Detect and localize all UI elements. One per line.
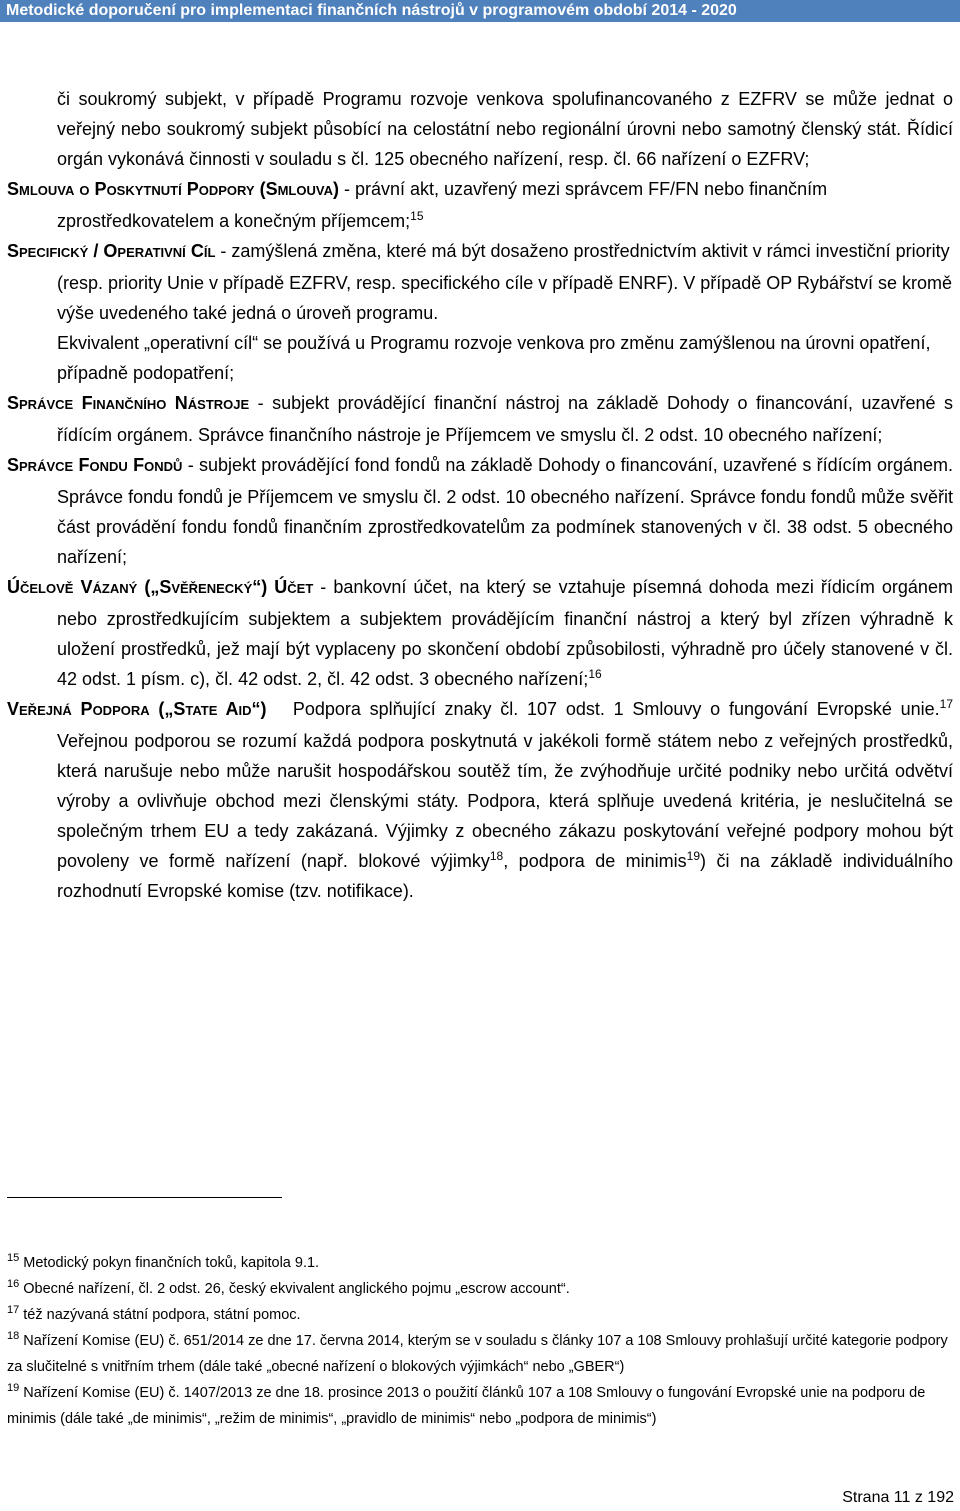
- footnote-ref-18: 18: [489, 849, 504, 863]
- entry-smlouva: SMLOUVA O POSKYTNUTÍ PODPORY (SMLOUVA) - právní akt, uzavřený mezi správcem FF/FN nebo finančním zprostředkovatelem a konečným příjemcem;$^{15}$: [7, 179, 828, 231]
- footnote-16: $^{16}$ Obecné nařízení, čl. 2 odst. 26, český ekvivalent anglického pojmu „escrow account“.: [7, 1278, 570, 1297]
- page-header-title: Metodické doporučení pro implementaci finančních nástrojů v programovém období 2014 - 2020: [6, 2, 737, 19]
- page-header-bar: [0, 0, 960, 22]
- footnotes: [7, 1250, 953, 1432]
- footnote-15: $^{15}$ Metodický pokyn finančních toků, kapitola 9.1.: [7, 1252, 320, 1271]
- term-specificky-cil: SPECIFICKÝ / OPERATIVNÍ CÍL: [7, 241, 216, 261]
- footnote-separator: [7, 1197, 282, 1198]
- entry-spravce-ff: SPRÁVCE FONDU FONDŮ - subjekt provádějící fond fondů na základě Dohody o financování, uzavřené s řídícím orgánem. Správce fondu fondů je Příjemcem ve smyslu čl. 2 odst. 10 obecného nařízení. Správce fondu fondů může svěřit část provádění fondu fondů finančním zprostředkovatelům za podmínek stanovených v čl. 38 odst. 5 obecného nařízení;: [7, 455, 953, 567]
- term-spravce-ff: SPRÁVCE FONDU FONDŮ: [7, 455, 183, 475]
- term-spravce-fn: SPRÁVCE FINANČNÍHO NÁSTROJE: [7, 393, 250, 413]
- footnote-18: $^{18}$ Nařízení Komise (EU) č. 651/2014 ze dne 17. června 2014, kterým se v souladu s články 107 a 108 Smlouvy prohlašují určité kategorie podpory za slučitelné s vnitřním trhem (dále také „obecné nařízení o blokových výjimkách“ nebo „GBER“): [7, 1330, 948, 1375]
- footnote-ref-16: 16: [588, 667, 602, 681]
- page-number: Strana 11 z 192: [842, 1489, 954, 1506]
- footnote-ref-15: 15: [410, 209, 424, 223]
- document-body: [7, 84, 953, 906]
- entry-verejna-podpora: VEŘEJNÁ PODPORA („STATE AID“) Podpora splňující znaky čl. 107 odst. 1 Smlouvy o fungování Evropské unie.$^{17}$ Veřejnou podporou se rozumí každá podpora poskytnutá v jakékoli formě státem nebo z veřejných prostředků, která narušuje nebo může narušit hospodářskou soutěž tím, že zvýhodňuje určité podniky nebo určitá odvětví výroby a ovlivňuje obchod mezi členskými státy. Podpora, která splňuje uvedená kritéria, je neslučitelná se společným trhem EU a tedy zakázaná. Výjimky z obecného zákazu poskytování veřejné podpory mohou být povoleny ve formě nařízení (např. blokové výjimky$^{18}$, podpora de minimis$^{19}$) či na základě individuálního rozhodnutí Evropské komise (tzv. notifikace).: [7, 697, 953, 901]
- term-smlouva: SMLOUVA O POSKYTNUTÍ PODPORY (SMLOUVA): [7, 179, 339, 199]
- footnote-17: $^{17}$ též nazývaná státní podpora, státní pomoc.: [7, 1304, 301, 1323]
- entry-specificky-cil: SPECIFICKÝ / OPERATIVNÍ CÍL - zamýšlená změna, které má být dosaženo prostřednictvím aktivit v rámci investiční priority (resp. priority Unie v případě EZFRV, resp. specifického cíle v případě ENRF). V případě OP Rybářství se kromě výše uvedeného také jedná o úroveň programu. Ekvivalent „operativní cíl“ se používá u Programu rozvoje venkova pro změnu zamýšlenou na úrovni opatření, případně podopatření;: [7, 241, 953, 383]
- term-verejna-podpora: VEŘEJNÁ PODPORA („STATE AID“): [7, 699, 267, 719]
- footnote-19: $^{19}$ Nařízení Komise (EU) č. 1407/2013 ze dne 18. prosince 2013 o použití článků 107 a 108 Smlouvy o fungování Evropské unie na podporu de minimis (dále také „de minimis“, „režim de minimis“, „pravidlo de minimis“ nebo „podpora de minimis“): [7, 1382, 926, 1427]
- footnote-ref-19: 19: [686, 849, 701, 863]
- footnote-ref-17: 17: [939, 697, 953, 711]
- term-ucelove-vazany-ucet: ÚČELOVĚ VÁZANÝ („SVĚŘENECKÝ“) ÚČET: [7, 577, 314, 597]
- entry-spravce-fn: SPRÁVCE FINANČNÍHO NÁSTROJE - subjekt provádějící finanční nástroj na základě Dohody o financování, uzavřené s řídícím orgánem. Správce finančního nástroje je Příjemcem ve smyslu čl. 2 odst. 10 obecného nařízení;: [7, 393, 953, 445]
- entry-ucelove-vazany-ucet: ÚČELOVĚ VÁZANÝ („SVĚŘENECKÝ“) ÚČET - bankovní účet, na který se vztahuje písemná dohoda mezi řídicím orgánem nebo zprostředkujícím subjektem a subjektem provádějícím finanční nástroj a který byl zřízen výhradně k uložení prostředků, jež mají být vyplaceny po skončení období způsobilosti, výhradně pro účely stanovené v čl. 42 odst. 1 písm. c), čl. 42 odst. 2, čl. 42 odst. 3 obecného nařízení;$^{16}$: [7, 577, 953, 689]
- entry-ridici-organ-continuation: či soukromý subjekt, v případě Programu rozvoje venkova spolufinancovaného z EZFRV se může jednat o veřejný nebo soukromý subjekt působící na celostátní nebo regionální úrovni nebo samotný členský stát. Řídicí orgán vykonává činnosti v souladu s čl. 125 obecného nařízení, resp. čl. 66 nařízení o EZFRV;: [57, 89, 953, 169]
